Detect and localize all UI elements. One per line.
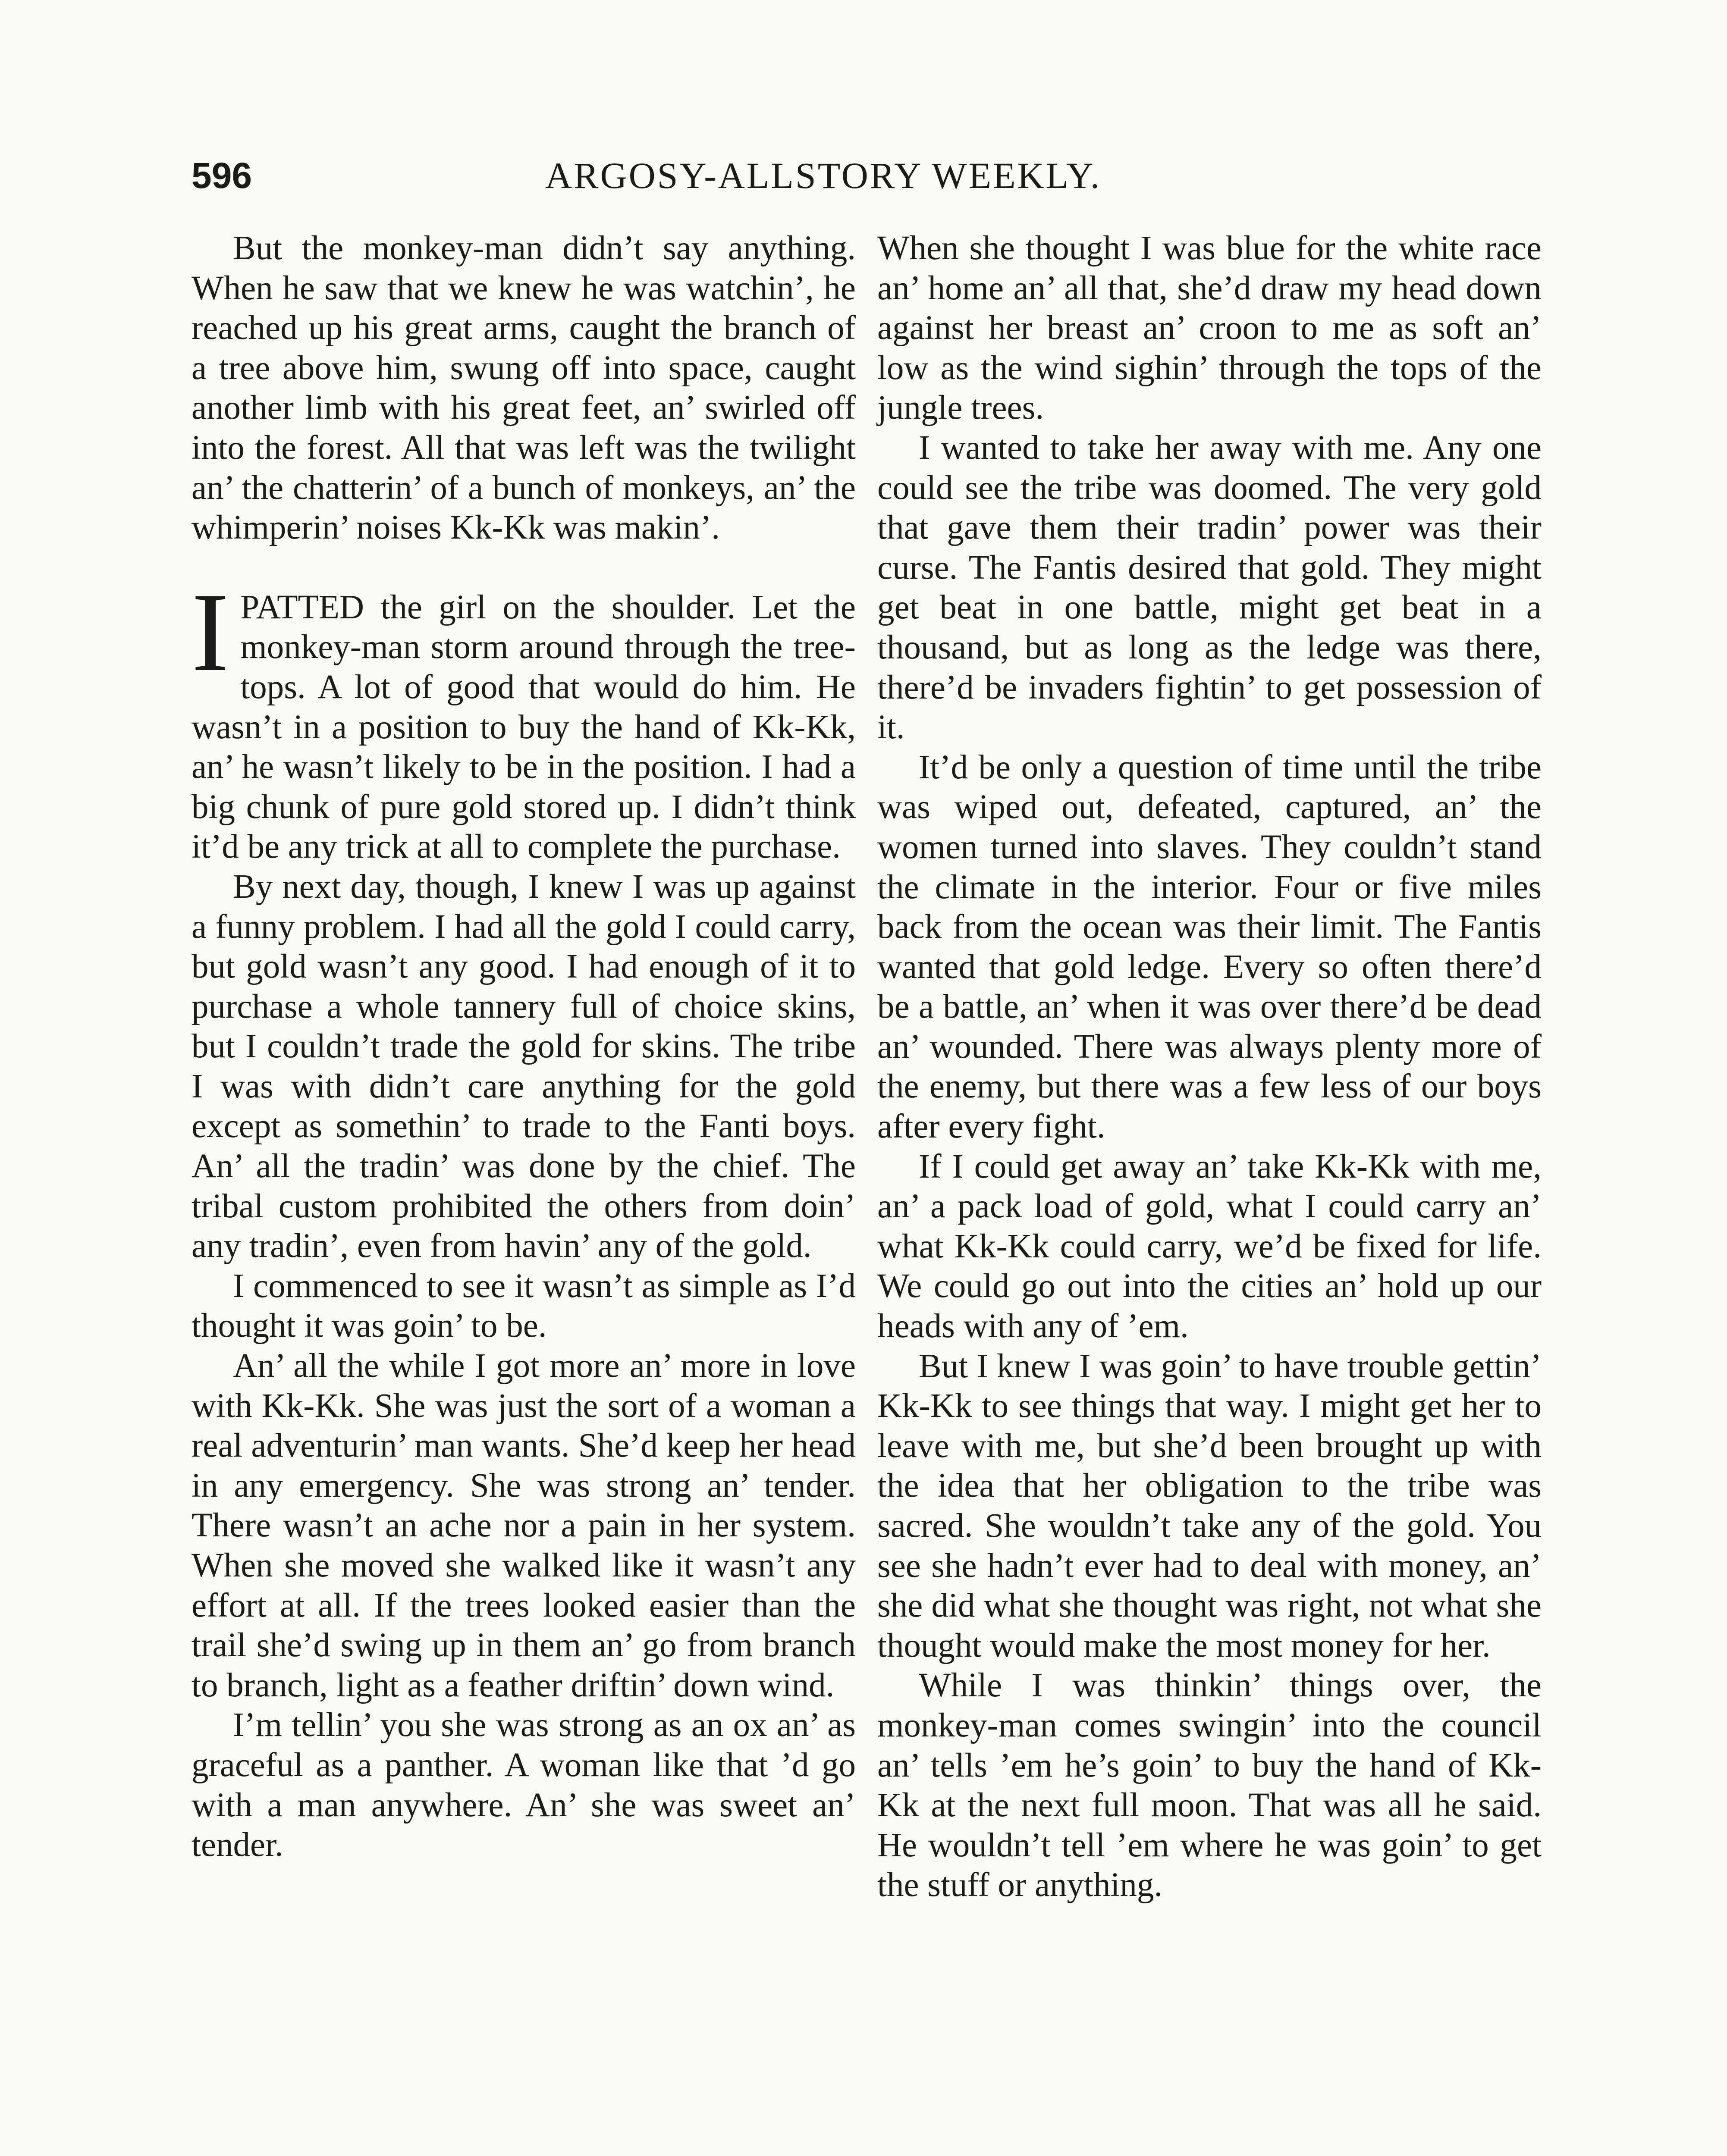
paragraph: An’ all the while I got more an’ more in love with Kk-Kk. She was just the sort of a woman a real adventurin’ man wants. She’d keep her head in any emergency. She was strong an’ tender. There wasn’t an ache nor a pain in her system. When she moved she walked like it wasn’t any effort at all. If the trees looked easier than the trail she’d swing up in them an’ go from branch to branch, light as a feather driftin’ down wind. [192,1347,856,1704]
paragraph: While I was thinkin’ things over, the monkey-man comes swingin’ into the council an’ tells ’em he’s goin’ to buy the hand of Kk-Kk at the next full moon. That was all he said. He wouldn’t tell ’em where he was goin’ to get the stuff or anything. [877,1667,1542,1904]
right-column [877,229,1542,1905]
drop-cap: I [192,569,229,695]
page-number: 596 [192,155,252,196]
running-title: ARGOSY-ALLSTORY WEEKLY. [545,155,1102,196]
paragraph: When she thought I was blue for the white race an’ home an’ all that, she’d draw my head down against her breast an’ croon to me as soft an’ low as the wind sighin’ through the tops of the jungle trees. [877,229,1542,427]
paragraph: But I knew I was goin’ to have trouble gettin’ Kk-Kk to see things that way. I might get her to leave with me, but she’d been brought up with the idea that her obligation to the tribe was sacred. She wouldn’t take any of the gold. You see she hadn’t ever had to deal with money, an’ she did what she thought was right, not what she thought would make the most money for her. [877,1347,1542,1664]
paragraph: By next day, though, I knew I was up against a funny problem. I had all the gold I could carry, but gold wasn’t any good. I had enough of it to purchase a whole tannery full of choice skins, but I couldn’t trade the gold for skins. The tribe I was with didn’t care anything for the gold except as somethin’ to trade to the Fanti boys. An’ all the tradin’ was done by the chief. The tribal custom prohibited the others from doin’ any tradin’, even from havin’ any of the gold. [192,868,856,1265]
paragraph: I commenced to see it wasn’t as simple as I’d thought it was goin’ to be. [192,1267,856,1345]
left-column [192,229,856,1865]
dropcap-paragraph [192,569,856,867]
paragraph: I’m tellin’ you she was strong as an ox an’ as graceful as a panther. A woman like that ’d go with a man anywhere. An’ she was sweet an’ tender. [192,1706,856,1864]
paragraph: I wanted to take her away with me. Any one could see the tribe was doomed. The very gold that gave them their tradin’ power was their curse. The Fantis desired that gold. They might get beat in one battle, might get beat in a thousand, but as long as the ledge was there, there’d be invaders fightin’ to get possession of it. [877,429,1542,746]
paragraph: It’d be only a question of time until the tribe was wiped out, defeated, captured, an’ the women turned into slaves. They couldn’t stand the climate in the interior. Four or five miles back from the ocean was their limit. The Fantis wanted that gold ledge. Every so often there’d be a battle, an’ when it was over there’d be dead an’ wounded. There was always plenty more of the enemy, but there was a few less of our boys after every fight. [877,748,1542,1146]
paragraph-text: PATTED the girl on the shoulder. Let the monkey-man storm around through the tree-tops. A lot of good that would do him. He wasn’t in a position to buy the hand of Kk-Kk, an’ he wasn’t likely to be in the position. I had a big chunk of pure gold stored up. I didn’t think it’d be any trick at all to complete the purchase. [192,588,856,866]
paragraph: But the monkey-man didn’t say anything. When he saw that we knew he was watchin’, he reached up his great arms, caught the branch of a tree above him, swung off into space, caught another limb with his great feet, an’ swirled off into the forest. All that was left was the twilight an’ the chatterin’ of a bunch of monkeys, an’ the whimperin’ noises Kk-Kk was makin’. [192,229,856,547]
paragraph: If I could get away an’ take Kk-Kk with me, an’ a pack load of gold, what I could carry an’ what Kk-Kk could carry, we’d be fixed for life. We could go out into the cities an’ hold up our heads with any of ’em. [877,1147,1542,1345]
page-header [192,152,1535,208]
